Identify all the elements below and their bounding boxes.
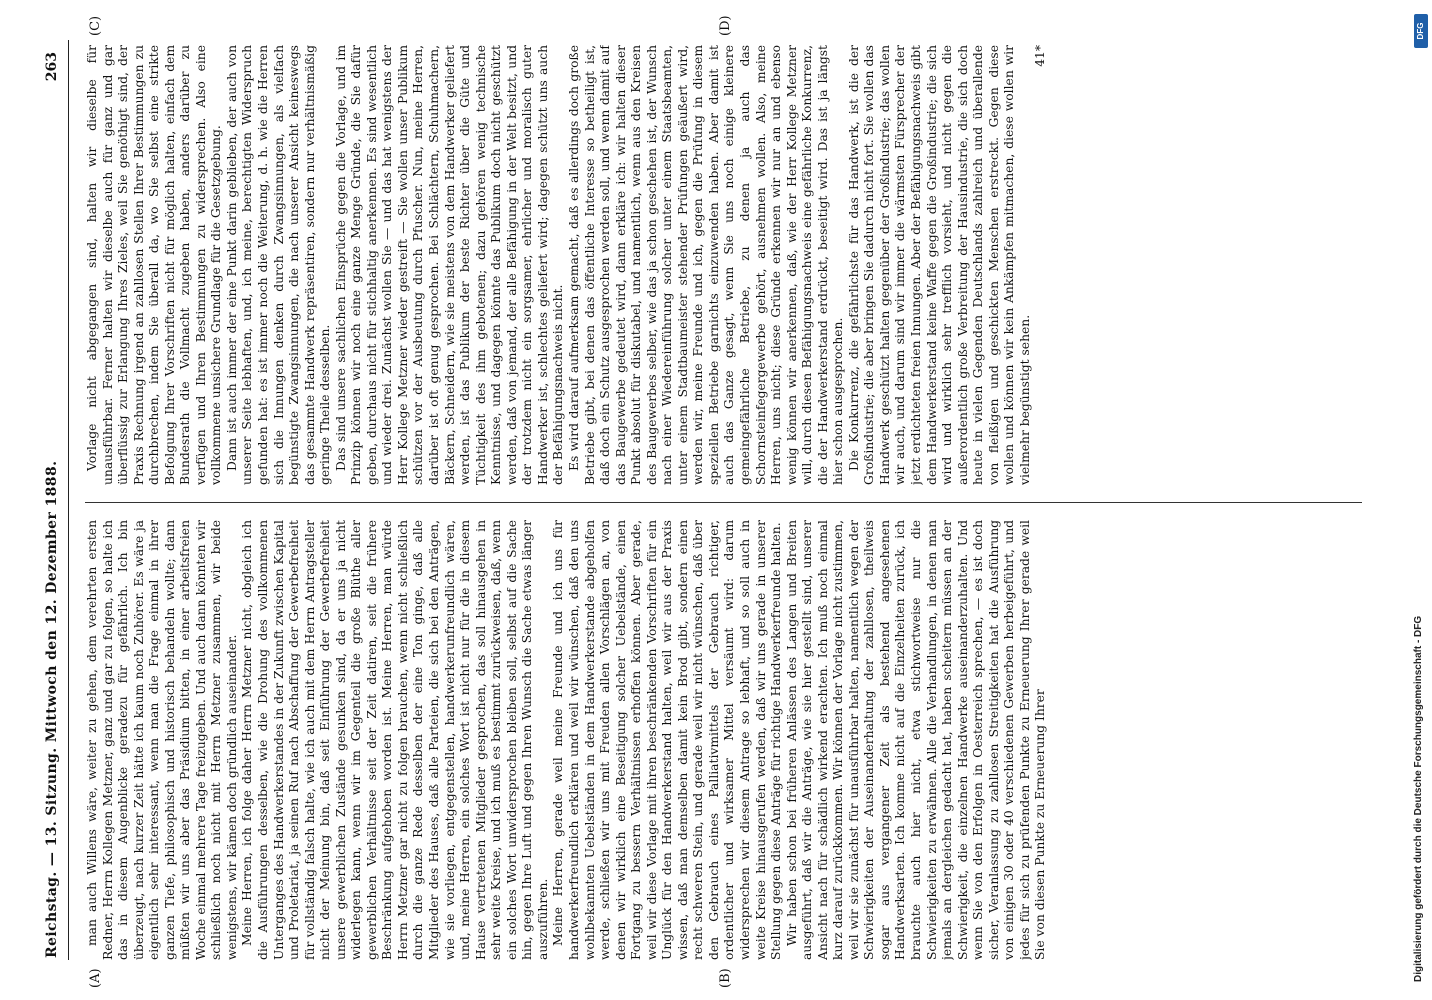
paragraph: man auch Willens wäre, weiter zu gehen, dem verehrten ersten Redner, Herrn Kollegen Metzner, ganz und gar zu folgen, so halte ich das in diesem Augenblicke geradezu für gefährlich. Ich bin überzeugt, nach kurzer Zeit hätte ich kaum noch Zuhörer. Es wäre ja eigentlich sehr interessant, wenn man die Frage einmal in ihrer ganzen Tiefe, philosophisch und historisch behandeln wollte; dann müßten wir uns aber das Präsidium bitten, in einer arbeitsfreien Woche einmal mehrere Tage freizugeben. Und auch dann könnten wir schließlich noch nicht mit Herrn Metzner zusammen, wir beide wenigstens, wir kämen doch gründlich auseinander. xyxy=(85,520,239,960)
credit-text: Digitalisierung gefördert durch die Deutsche Forschungsgemeinschaft - DFG xyxy=(1413,615,1424,982)
dfg-logo-text: DFG xyxy=(1416,22,1425,40)
margin-marker-d: (D) xyxy=(718,15,733,36)
paragraph: Dann ist auch immer der eine Punkt darin geblieben, der auch von unserer Seite lebhaften, und, ich meine, berechtigten Widerspruch gefunden hat: es ist immer noch die Weiterung, d. h. wie die Herren sich die Innungen denken durch Zwangsinnungen, als vielfach begünstigte Zwangsinnungen, die nach unserer Ansicht keineswegs das gesammte Handwerk repräsentiren, sondern nur verhältnismäßig geringe Theile desselben. xyxy=(224,45,333,485)
paragraph: Es wird darauf aufmerksam gemacht, daß es allerdings doch große Betriebe gibt, bei denen das öffentliche Interesse so betheiligt ist, daß doch ein Schutz ausgesprochen werden soll, und wenn damit auf das Baugewerbe gedeutet wird, dann erkläre ich: wir halten dieser Punkt absolut für diskutabel, und namentlich, wenn aus den Kreisen des Baugewerbes selber, wie das ja schon geschehen ist, der Wunsch nach einer Wiedereinführung solcher unter einem Staatsbeamten, unter einem Stadtbaumeister stehender Prüfungen geäußert wird, werden wir, meine Freunde und ich, gegen die Prüfung in diesem speziellen Betriebe garnichts einzuwenden haben. Aber damit ist auch das Ganze gesagt, wenn Sie uns noch einige kleinere gemeingefährliche Betriebe, zu denen ja auch das Schornsteinfegergewerbe gehört, ausnehmen wollen. Also, meine Herren, uns nicht; diese Gründe erkennen wir nur an und ebenso wenig können wir anerkennen, daß, wie der Herr Kollege Metzner will, durch diesen Befähigungsnachweis eine gefährliche Konkurrenz, die der Handwerkerstand erdrückt, beseitigt wird. Das ist ja längst hier schon ausgesprochen. xyxy=(566,45,846,485)
running-header xyxy=(38,0,72,1000)
page-number: 263 xyxy=(44,52,60,82)
margin-marker-c: (C) xyxy=(88,15,103,36)
paragraph: Wir haben schon bei früheren Anlässen des Langen und Breiten ausgeführt, daß wir die Anträge, wie sie hier gestellt sind, unserer Ansicht nach für schädlich wirkend erachten. Ich muß noch einmal kurz darauf zurückkommen. Wir können der Vorlage nicht zustimmen, weil wir sie zunächst für unausführbar halten, namentlich wegen der Schwierigkeiten der Auseinanderhaltung der zahllosen, theilweis sogar aus vergangener Zeit als bestehend angesehenen Handwerksarten. Ich komme nicht auf die Einzelheiten zurück, ich brauchte auch hier nicht, etwa stichwortweise nur die Schwierigkeiten zu erwähnen. Alle die Verhandlungen, in denen man jemals an dergleichen gedacht hat, haben scheitern müssen an der Schwierigkeit, die einzelnen Handwerke auseinanderzuhalten. Und wenn Sie von den Erfolgen in Oesterreich sprechen, — es ist doch sicher, Veranlassung zu zahllosen Streitigkeiten hat die Ausführung von einigen 30 oder 40 verschiedenen Gewerben herbeigeführt, und jedes für sich zu prüfenden Punkte zu Erneuerung Ihrer gerade weil Sie von diesen Punkte zu Erneuerung Ihrer xyxy=(784,520,1048,960)
margin-marker-b: (B) xyxy=(718,968,733,988)
paragraph: Vorlage nicht abgegangen sind, halten wir dieselbe für unausführbar. Ferner halten wir dieselbe auch für ganz und gar überflüssig zur Erlangung Ihres Zieles, weil Sie genöthigt sind, der Praxis Rechnung irgend an zahllosen Stellen Ihrer Bestimmungen zu durchbrechen, indem Sie überall da, wo Sie selbst eine strikte Befolgung Ihrer Vorschriften nicht für möglich halten, einfach dem Bundesrath die Vollmacht zugeben haben, anders darüber zu verfügen und Ihren Bestimmungen zu widersprechen. Also eine vollkommene unsichere Grundlage für die Gesetzgebung. xyxy=(85,45,224,485)
digitization-credit xyxy=(1410,10,1428,990)
right-column xyxy=(85,45,1372,485)
margin-marker-a: (A) xyxy=(88,968,103,988)
left-column xyxy=(85,520,1372,960)
paragraph: Die Konkurrenz, die gefährlichste für das Handwerk, ist die der Großindustrie; die aber bringen Sie dadurch nicht fort. Sie wollen das Handwerk geschützt halten gegenüber der Großindustrie; das wollen wir auch, und darum sind wir immer die wärmsten Fürsprecher der jetzt erdichteten freien Innungen. Aber der Befähigungsnachweis gibt dem Handwerkerstand keine Waffe gegen die Großindustrie; die sich wird und wirklich sehr trefflich vorsieht, und nicht gegen die außerordentlich große Verbreitung der Hausindustrie, die sich doch heute in vielen Gegenden Deutschlands zahlreich und überallende von fleißigen und geschickten Menschen erstreckt. Gegen diese wollen und können wir kein Ankämpfen mitmachen, diese wollen wir vielmehr begünstigt sehen. xyxy=(846,45,1032,485)
paragraph: Meine Herren, gerade weil meine Freunde und ich uns für handwerkerfreundlich erklären und weil wir wünschen, daß den uns wohlbekannten Uebelständen in dem Handwerkerstande abgeholfen werde, schließen wir uns mit Freuden allen Vorschlägen an, von denen wir wirklich eine Beseitigung solcher Uebelstände, einen Fortgang zu bessern Verhältnissen erhoffen können. Aber gerade, weil wir diese Vorlage mit ihren beschränkenden Vorschriften für ein Unglück für den Handwerkerstand halten, weil wir aus der Praxis wissen, daß man demselben damit kein Brod gibt, sondern einen recht schweren Stein, und gerade weil wir nicht wünschen, daß über den Gebrauch eines Palliativmittels der Gebrauch richtiger, ordentlicher und wirksamer Mittel versäumt wird: darum widersprechen wir diesem Antrage so lebhaft, und so soll auch in weite Kreise hinausgerufen werden, daß wir uns gerade in unserer Stellung gegen diese Anträge für richtige Handwerkerfreunde halten. xyxy=(551,520,784,960)
paragraph: Meine Herren, ich folge daher Herrn Metzner nicht, obgleich ich die Ausführungen desselben, wie die Drohung des vollkommenen Unterganges des Handwerkerstandes in der Zukunft zwischen Kapital und Proletariat, ja seinen Ruf nach Abschaffung der Gewerbefreiheit für vollständig falsch halte, wie ich auch mit dem Herrn Antragsteller nicht der Meinung bin, daß seit Einführung der Gewerbefreiheit unsere gewerblichen Zustände gesunken sind, da er uns ja nicht widerlegen kann, wenn wir im Gegenteil die große Blüthe aller gewerblichen Verhältnisse seit der Zeit datiren, seit die frühere Beschränkung aufgehoben worden ist. Meine Herren, man würde Herrn Metzner gar nicht zu folgen brauchen, wenn nicht schließlich durch die ganze Rede desselben der eine Ton ginge, daß alle Mitglieder des Hauses, daß alle Parteien, die sich bei den Anträgen, wie sie vorliegen, entgegenstellen, handwerkerunfreundlich wären, und, meine Herren, ein solches Wort ist nicht nur für die in diesem Hause vertretenen Mitglieder gesprochen, das soll hinausgehen in sehr weite Kreise, und ich muß es bestimmt zurückweisen, daß, wenn ein solches Wort unwidersprochen bleiben soll, selbst auf die Sache hin, gegen Ihre Luft und gegen Ihren Wunsch die Sache etwas länger auszuführen. xyxy=(240,520,550,960)
header-title: Reichstag. — 13. Sitzung. Mittwoch den 12. Dezember 1888. xyxy=(44,460,60,958)
dfg-logo xyxy=(1414,14,1428,48)
signature-mark: 41* xyxy=(1033,45,1048,67)
paragraph: Das sind unsere sachlichen Einsprüche gegen die Vorlage, und im Prinzip können wir noch eine ganze Menge Gründe, die Sie dafür geben, durchaus nicht für stichhaltig anerkennen. Es sind wesentlich und wieder drei. Zunächst wollen Sie — und das hat wenigstens der Herr Kollege Metzner wieder gestreift — Sie wollen unser Publikum schützen vor der Ausbeutung durch Pfuscher. Nun, meine Herren, darüber ist oft genug gesprochen. Bei Schlächtern, Schuhmachern, Bäckern, Schneidern, wie sie meistens von dem Handwerker geliefert werden, ist das Publikum der beste Richter über die Güte und Tüchtigkeit des ihm gebotenen; dazu gehören wenig technische Kenntnisse, und dagegen könnte das Publikum doch nicht geschützt werden, daß von jemand, der alle Befähigung in der Welt besitzt, und der trotzdem nicht ein sorgsamer, ehrlicher und moralisch guter Handwerker ist, schlechtes geliefert wird; dagegen schützt uns auch der Befähigungsnachweis nicht. xyxy=(333,45,566,485)
column-separator xyxy=(85,502,1362,503)
header-rule xyxy=(68,40,69,960)
